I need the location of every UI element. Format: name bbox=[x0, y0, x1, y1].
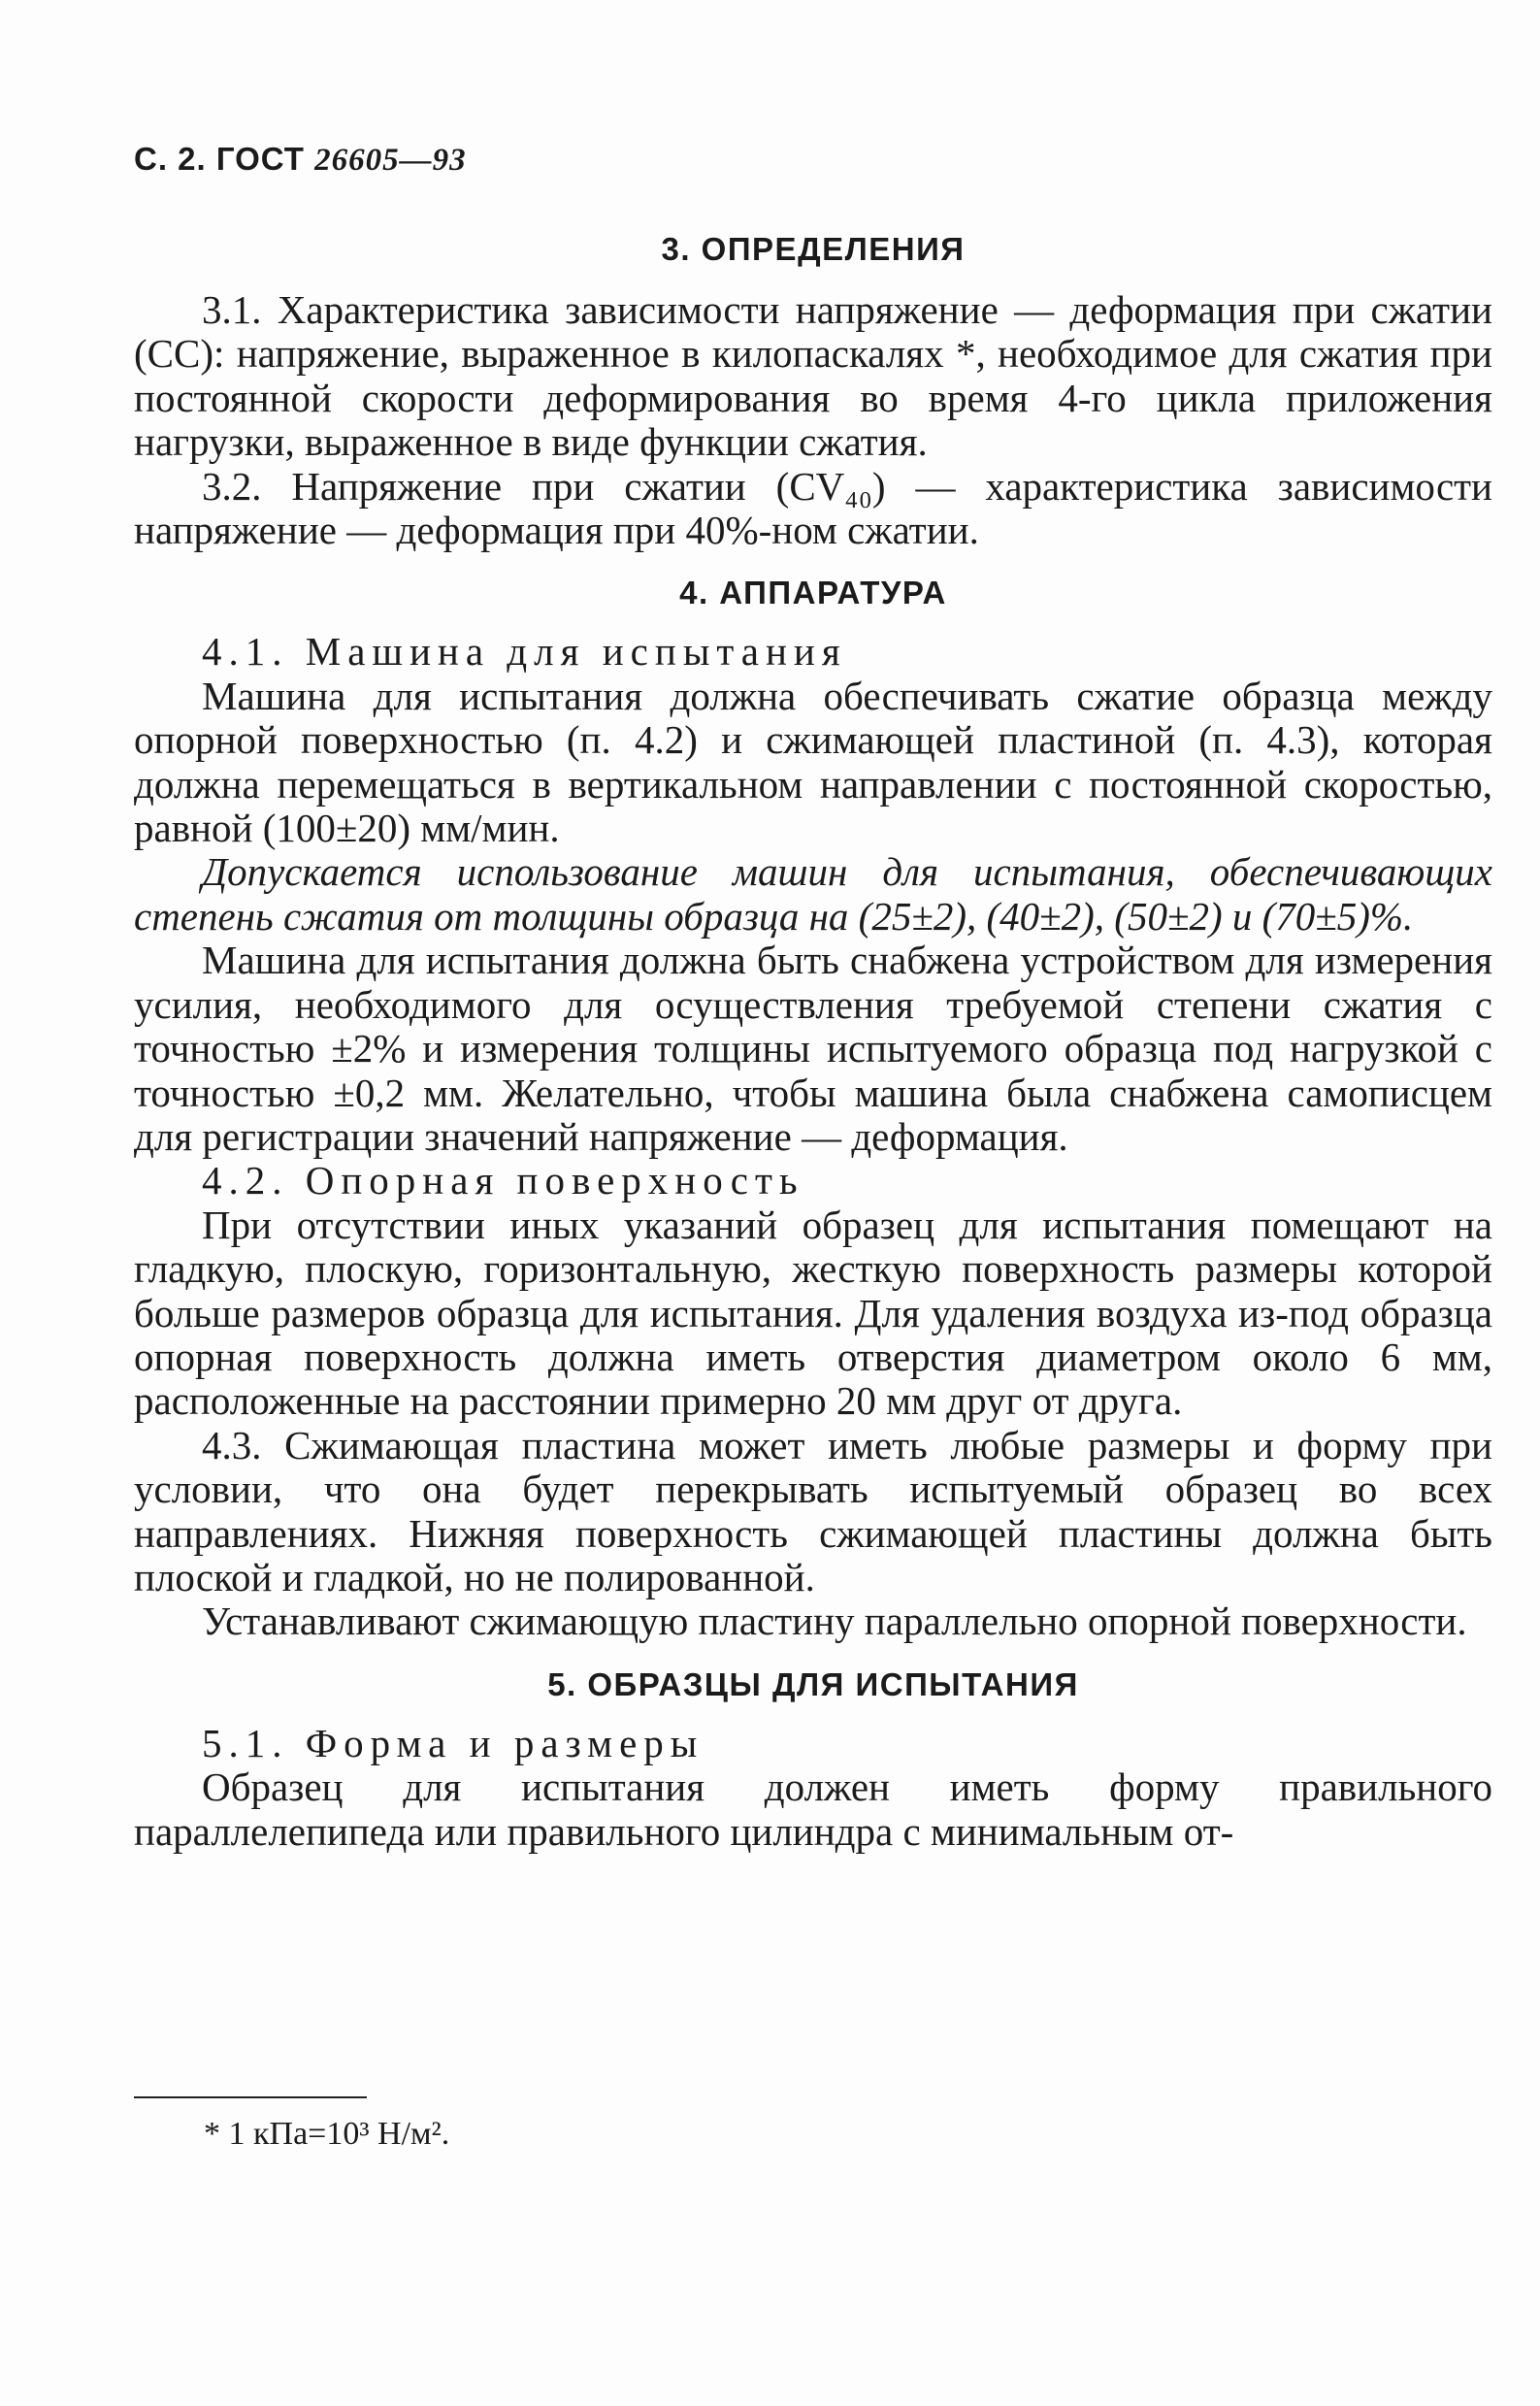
section-4-3-install-text: Устанавливают сжимающую пластину параллельно опорной поверхности. bbox=[202, 1599, 1467, 1644]
section-4-3-text: 4.3. Сжимающая пластина может иметь любые размеры и форму при условии, что она будет перекрывать испытуемый образец во всех направлениях. Нижняя поверхность сжимающей пластины должна быть плоской и гладкой, но не полированной. bbox=[134, 1422, 1492, 1599]
subsection-5-1-heading: 5.1. Форма и размеры bbox=[202, 1720, 704, 1765]
section-5-title: 5. ОБРАЗЦЫ ДЛЯ ИСПЫТАНИЯ bbox=[547, 1665, 1079, 1702]
footnote-divider bbox=[134, 2096, 367, 2098]
section-4-title: 4. АППАРАТУРА bbox=[679, 575, 947, 611]
section-3-1-text: 3.1. Характеристика зависимости напряжение — деформация при сжатии (СС): напряжение, выраженное в килопаскалях *, необходимое для сжатия при постоянной скорости деформирования во время 4-го цикла приложения нагрузки, выраженное в виде функции сжатия. bbox=[134, 287, 1492, 465]
section-4-1-measurement-text: Машина для испытания должна быть снабжена устройством для измерения усилия, необходимого для осуществления требуемой степени сжатия с точностью ±2% и измерения толщины испытуемого образца под нагрузкой с точностью ±0,2 мм. Желательно, чтобы машина была снабжена самописцем для регистрации значений напряжение — деформация. bbox=[134, 938, 1492, 1159]
document-body bbox=[134, 228, 1492, 1854]
footnote-text: * 1 кПа=10³ Н/м². bbox=[204, 2116, 450, 2152]
section-4-1-italic-note: Допускается использование машин для испытания, обеспечивающих степень сжатия от толщины образца на (25±2), (40±2), (50±2) и (70±5)%. bbox=[134, 849, 1492, 939]
header-standard-number: 26605—93 bbox=[314, 143, 467, 178]
header-prefix: С. 2. ГОСТ bbox=[134, 141, 305, 177]
section-3-2-text: 3.2. Напряжение при сжатии (CV₄₀) — характеристика зависимости напряжение — деформация при 40%-ном сжатии. bbox=[134, 463, 1492, 553]
section-4-1-text: Машина для испытания должна обеспечивать сжатие образца между опорной поверхностью (п. 4.2) и сжимающей пластиной (п. 4.3), которая должна перемещаться в вертикальном направлении с постоянной скоростью, равной (100±20) мм/мин. bbox=[134, 673, 1492, 851]
section-3-title: 3. ОПРЕДЕЛЕНИЯ bbox=[661, 231, 966, 267]
section-5-1-text: Образец для испытания должен иметь форму правильного параллелепипеда или правильного цилиндра с минимальным от- bbox=[134, 1764, 1492, 1854]
subsection-4-2-heading: 4.2. Опорная поверхность bbox=[202, 1158, 804, 1203]
subsection-4-1-heading: 4.1. Машина для испытания bbox=[202, 629, 847, 675]
page-header bbox=[134, 141, 467, 179]
section-4-2-text: При отсутствии иных указаний образец для испытания помещают на гладкую, плоскую, горизонтальную, жесткую поверхность размеры которой больше размеров образца для испытания. Для удаления воздуха из-под образца опорная поверхность должна иметь отверстия диаметром около 6 мм, расположенные на расстоянии примерно 20 мм друг от друга. bbox=[134, 1202, 1492, 1424]
